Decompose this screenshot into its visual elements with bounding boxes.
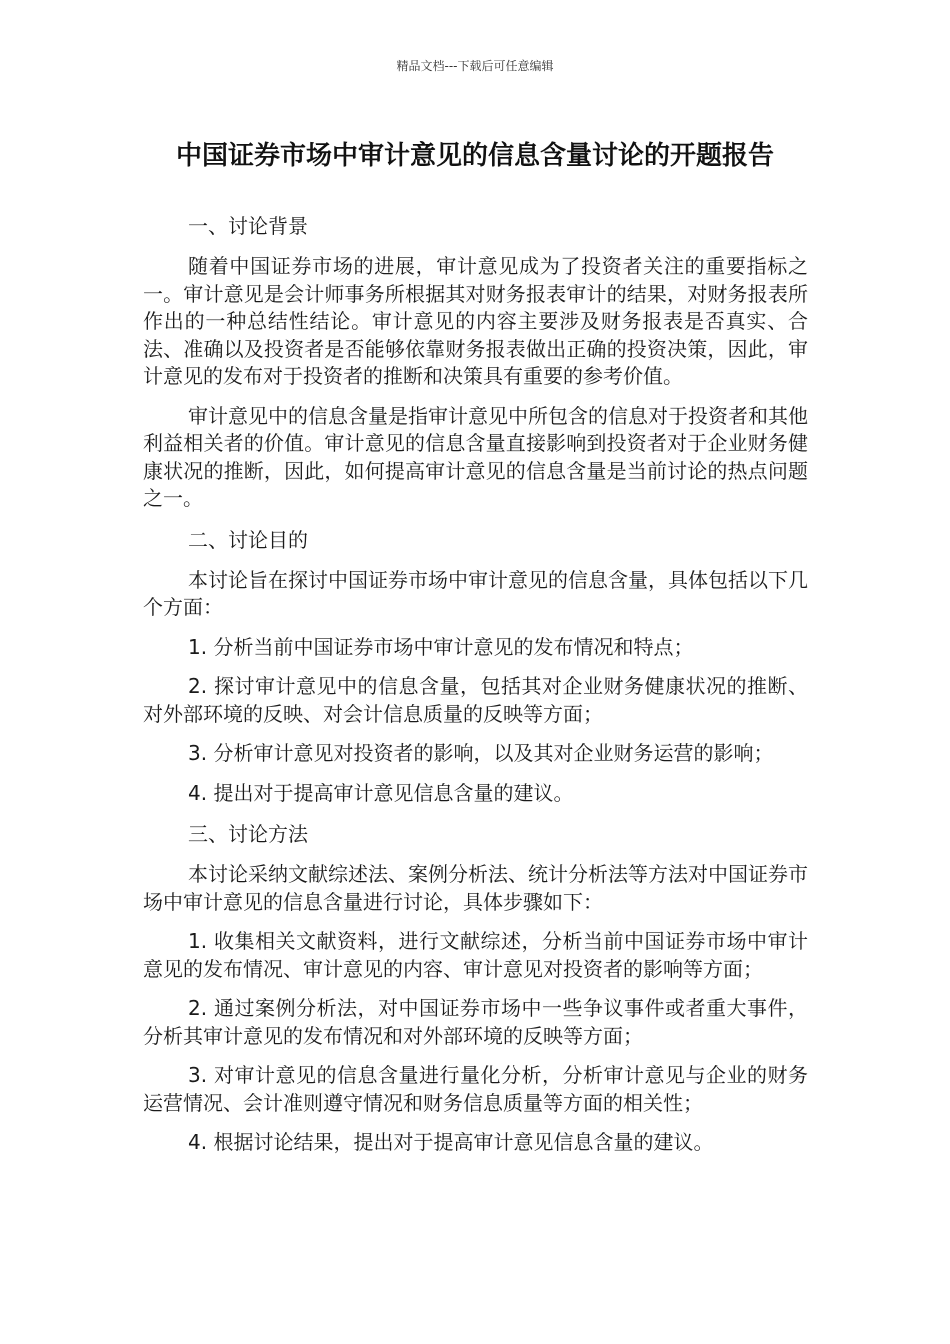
section-heading-background: 一、讨论背景 (188, 214, 308, 238)
section-heading-method: 三、讨论方法 (188, 822, 308, 846)
paragraph-background-2: 审计意见中的信息含量是指审计意见中所包含的信息对于投资者和其他利益相关者的价值。审计意见的信息含量直接影响到投资者对于企业财务健康状况的推断，因此，如何提高审计意见的信息含量是当前讨论的热点问题之一。 (143, 403, 808, 510)
list-item-method-1: 1. 收集相关文献资料，进行文献综述，分析当前中国证券市场中审计意见的发布情况、审计意见的内容、审计意见对投资者的影响等方面； (143, 929, 808, 981)
list-item-method-4: 4. 根据讨论结果，提出对于提高审计意见信息含量的建议。 (188, 1130, 714, 1154)
paragraph-background-1: 随着中国证券市场的进展，审计意见成为了投资者关注的重要指标之一。审计意见是会计师事务所根据其对财务报表审计的结果，对财务报表所作出的一种总结性结论。审计意见的内容主要涉及财务报表是否真实、合法、准确以及投资者是否能够依靠财务报表做出正确的投资决策，因此，审计意见的发布对于投资者的推断和决策具有重要的参考价值。 (143, 254, 808, 388)
list-item-purpose-1: 1. 分析当前中国证券市场中审计意见的发布情况和特点； (188, 634, 694, 659)
paragraph-method-intro: 本讨论采纳文献综述法、案例分析法、统计分析法等方法对中国证券市场中审计意见的信息含量进行讨论，具体步骤如下： (143, 862, 808, 914)
list-item-method-3: 3. 对审计意见的信息含量进行量化分析，分析审计意见与企业的财务运营情况、会计准则遵守情况和财务信息质量等方面的相关性； (143, 1063, 808, 1115)
section-heading-purpose: 二、讨论目的 (188, 527, 308, 552)
header-note: 精品文档---下载后可任意编辑 (396, 59, 554, 73)
document-body (143, 211, 808, 1169)
list-item-purpose-4: 4. 提出对于提高审计意见信息含量的建议。 (188, 780, 574, 805)
list-item-purpose-3: 3. 分析审计意见对投资者的影响，以及其对企业财务运营的影响； (188, 741, 774, 765)
list-item-purpose-2: 2. 探讨审计意见中的信息含量，包括其对企业财务健康状况的推断、对外部环境的反映、对会计信息质量的反映等方面； (143, 674, 808, 726)
document-title: 中国证券市场中审计意见的信息含量讨论的开题报告 (175, 141, 774, 171)
list-item-method-2: 2. 通过案例分析法，对中国证券市场中一些争议事件或者重大事件，分析其审计意见的发布情况和对外部环境的反映等方面； (143, 996, 808, 1048)
paragraph-purpose-intro: 本讨论旨在探讨中国证券市场中审计意见的信息含量，具体包括以下几个方面： (143, 567, 808, 619)
